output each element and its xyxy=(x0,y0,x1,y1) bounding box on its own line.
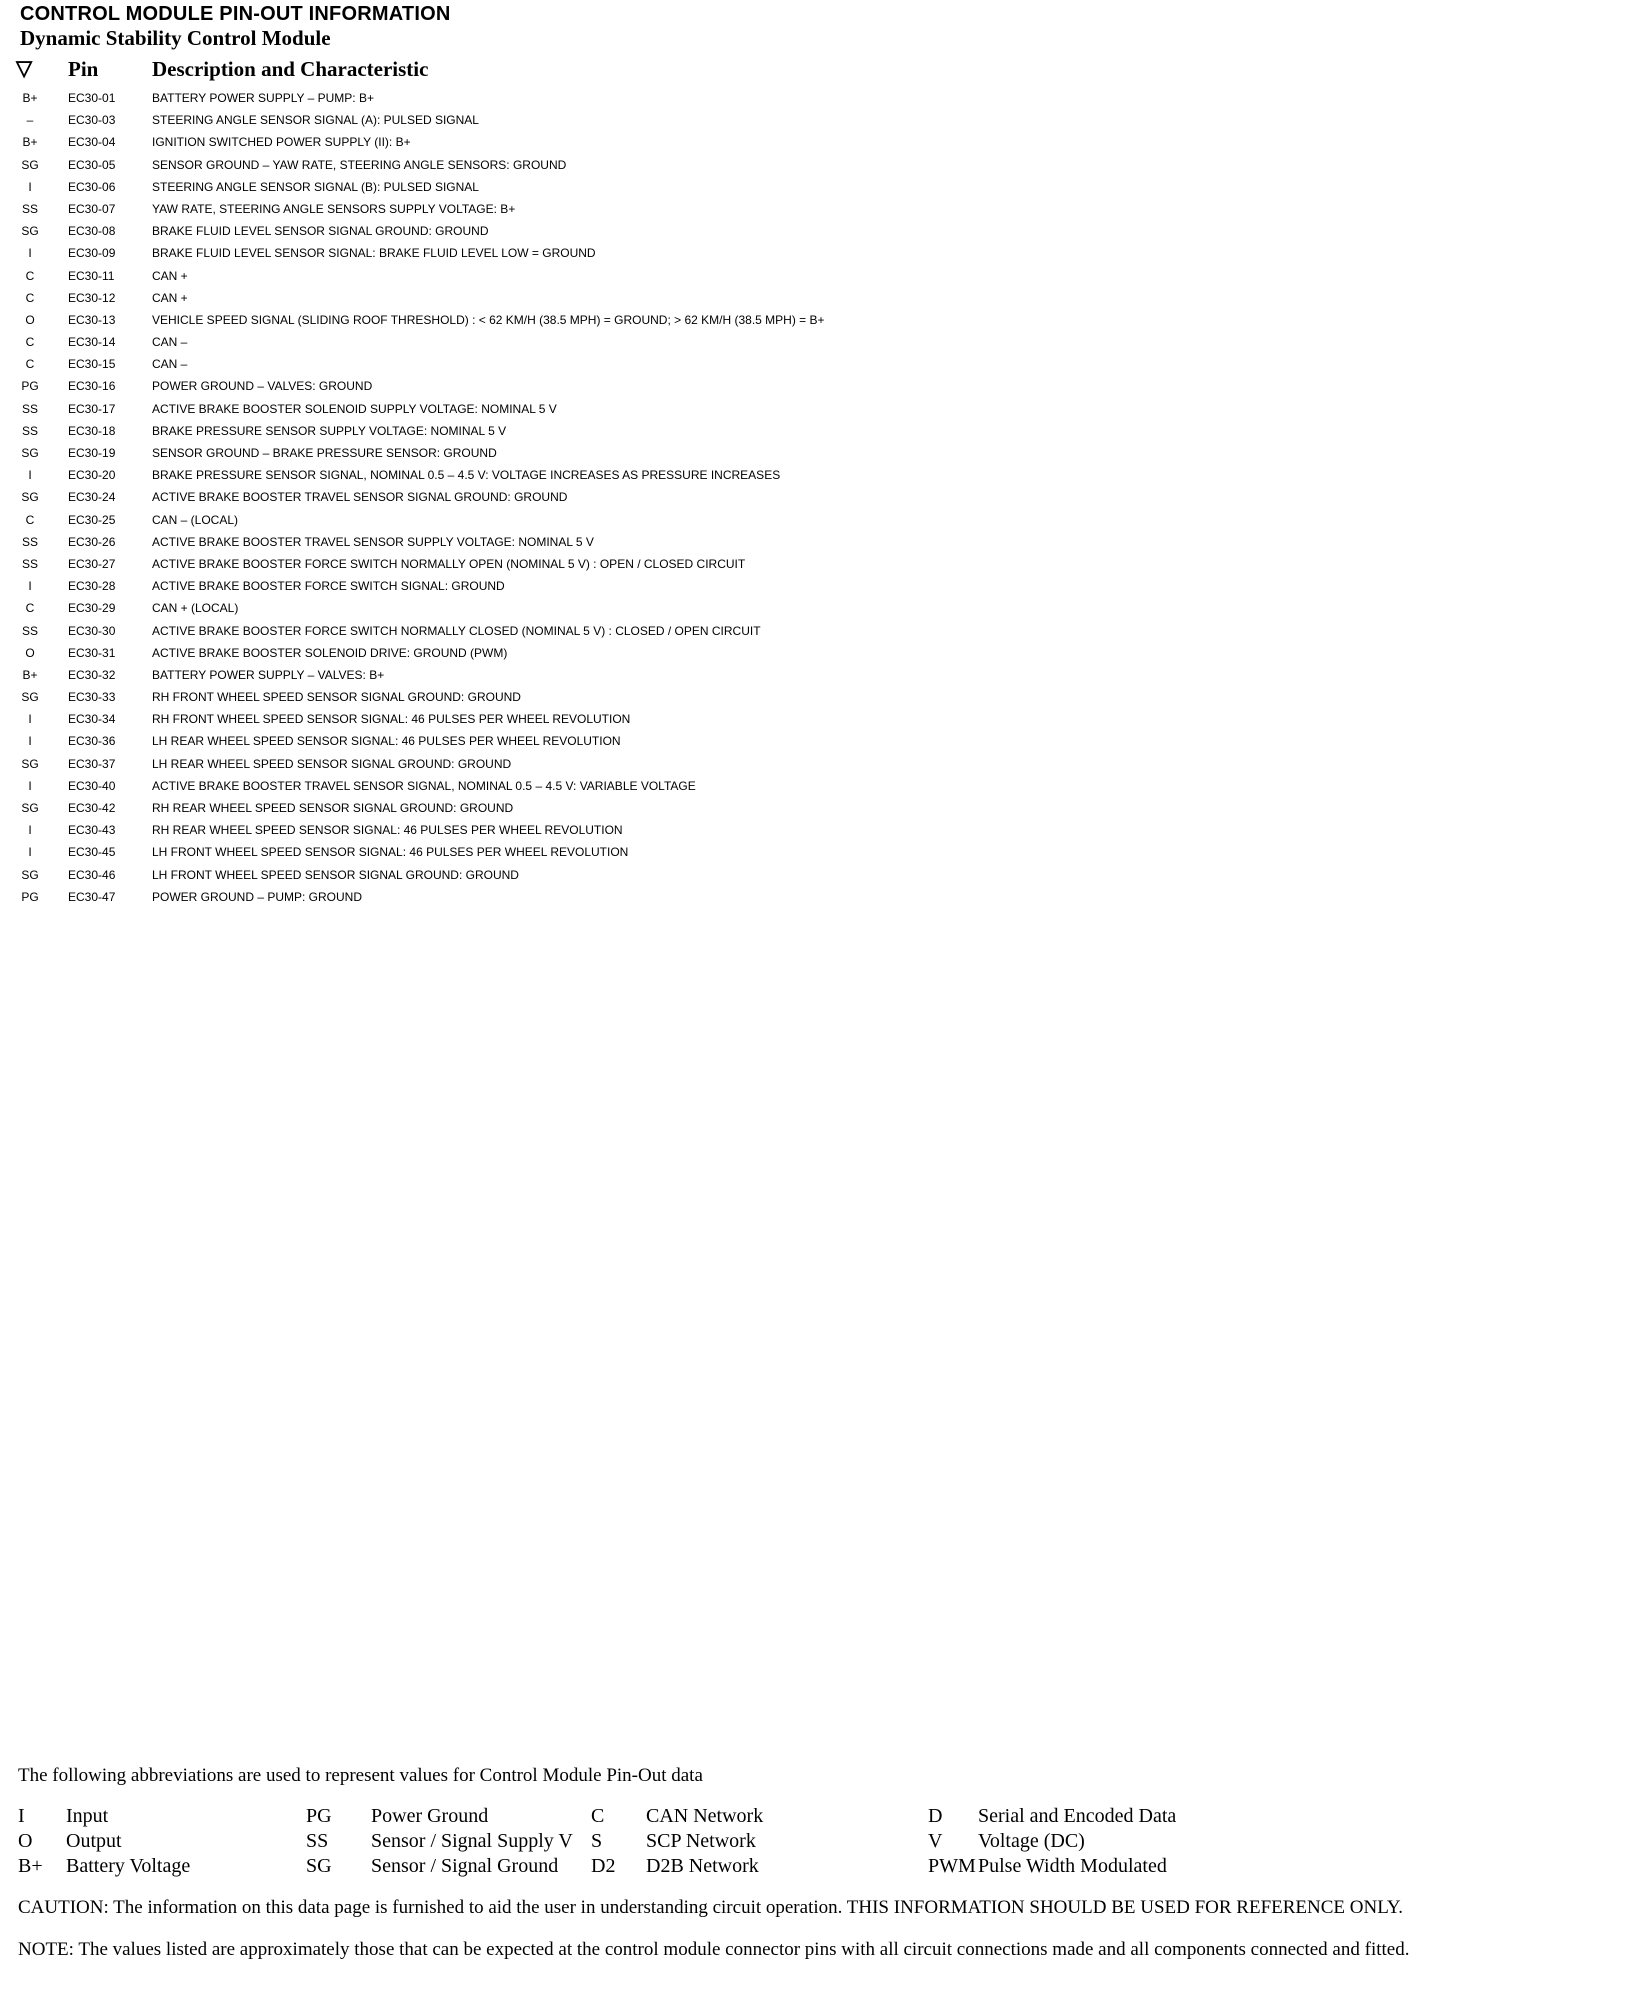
abbreviation-meaning: Sensor / Signal Supply V xyxy=(371,1830,573,1852)
abbreviation-item xyxy=(306,1804,626,1829)
table-row xyxy=(0,597,1000,619)
page-subtitle: Dynamic Stability Control Module xyxy=(20,26,331,50)
abbreviation-item xyxy=(928,1804,1248,1829)
table-row xyxy=(0,353,1000,375)
pin-description: STEERING ANGLE SENSOR SIGNAL (A): PULSED SIGNAL xyxy=(152,113,479,128)
abbreviation-item xyxy=(591,1854,911,1879)
pin-description: ACTIVE BRAKE BOOSTER TRAVEL SENSOR SUPPLY VOLTAGE: NOMINAL 5 V xyxy=(152,534,594,549)
pin-number: EC30-45 xyxy=(68,845,116,860)
table-row xyxy=(0,753,1000,775)
pin-number: EC30-40 xyxy=(68,778,116,793)
pin-symbol: PG xyxy=(21,889,39,904)
note-text: NOTE: The values listed are approximately those that can be expected at the control module connector pins with all circuit connections made and all components connected and fitted. xyxy=(18,1939,1410,1960)
abbreviation-code: PWM xyxy=(928,1855,976,1877)
abbreviation-meaning: Battery Voltage xyxy=(66,1855,191,1877)
page-header xyxy=(20,2,450,50)
table-row xyxy=(0,287,1000,309)
abbreviation-item xyxy=(18,1829,338,1854)
table-row xyxy=(0,664,1000,686)
pin-number: EC30-26 xyxy=(68,534,116,549)
table-row xyxy=(0,620,1000,642)
pin-number: EC30-46 xyxy=(68,867,116,882)
pin-description: SENSOR GROUND – YAW RATE, STEERING ANGLE SENSORS: GROUND xyxy=(152,157,567,172)
pin-description: RH FRONT WHEEL SPEED SENSOR SIGNAL GROUND: GROUND xyxy=(152,690,521,705)
pin-number: EC30-31 xyxy=(68,645,116,660)
table-row xyxy=(0,509,1000,531)
abbreviation-item xyxy=(591,1804,911,1829)
abbreviation-code: D2 xyxy=(591,1855,616,1877)
page-title: CONTROL MODULE PIN-OUT INFORMATION xyxy=(20,3,451,25)
pin-number: EC30-13 xyxy=(68,312,116,327)
table-row xyxy=(0,775,1000,797)
pin-number: EC30-47 xyxy=(68,889,116,904)
pin-number: EC30-08 xyxy=(68,224,116,239)
abbreviation-meaning: Input xyxy=(66,1805,109,1827)
abbreviation-meaning: Power Ground xyxy=(371,1805,489,1827)
pin-symbol: SG xyxy=(21,756,39,771)
table-row xyxy=(0,176,1000,198)
pin-symbol: SS xyxy=(21,423,38,438)
table-row xyxy=(0,642,1000,664)
pin-symbol: C xyxy=(25,335,35,350)
pin-symbol: B+ xyxy=(22,91,38,105)
pin-number: EC30-27 xyxy=(68,556,116,571)
pin-symbol: B+ xyxy=(22,135,38,150)
abbreviation-code: I xyxy=(18,1805,25,1827)
pin-symbol: SG xyxy=(21,490,39,505)
pin-symbol: C xyxy=(25,290,35,305)
pin-description: CAN + xyxy=(152,290,188,305)
pin-description: BRAKE PRESSURE SENSOR SIGNAL, NOMINAL 0.5 – 4.5 V: VOLTAGE INCREASES AS PRESSURE INCREASES xyxy=(152,468,781,483)
pin-symbol: SS xyxy=(21,556,38,571)
pin-description: RH FRONT WHEEL SPEED SENSOR SIGNAL: 46 PULSES PER WHEEL REVOLUTION xyxy=(152,712,631,727)
pin-symbol: O xyxy=(25,312,35,327)
table-row xyxy=(0,553,1000,575)
caution-text: CAUTION: The information on this data page is furnished to aid the user in understanding circuit operation. THIS INFORMATION SHOULD BE USED FOR REFERENCE ONLY. xyxy=(18,1897,1403,1918)
pin-symbol: SG xyxy=(21,446,39,460)
pin-description: LH REAR WHEEL SPEED SENSOR SIGNAL: 46 PULSES PER WHEEL REVOLUTION xyxy=(152,734,621,749)
pin-description: ACTIVE BRAKE BOOSTER FORCE SWITCH SIGNAL: GROUND xyxy=(152,579,505,594)
pin-description: CAN – (LOCAL) xyxy=(152,512,239,527)
table-row xyxy=(0,375,1000,397)
column-header-description: Description and Characteristic xyxy=(152,57,429,81)
pin-number: EC30-17 xyxy=(68,401,116,416)
abbreviation-meaning: D2B Network xyxy=(646,1855,759,1877)
pin-description: BATTERY POWER SUPPLY – VALVES: B+ xyxy=(152,667,385,682)
pin-symbol: I xyxy=(28,712,32,727)
table-row xyxy=(0,797,1000,819)
pin-number: EC30-37 xyxy=(68,756,116,771)
pin-number: EC30-12 xyxy=(68,290,116,305)
pin-symbol: C xyxy=(25,268,35,283)
pin-number: EC30-29 xyxy=(68,601,116,616)
pin-number: EC30-03 xyxy=(68,113,116,128)
pin-description: CAN + (LOCAL) xyxy=(152,601,239,616)
pin-description: BRAKE FLUID LEVEL SENSOR SIGNAL: BRAKE FLUID LEVEL LOW = GROUND xyxy=(152,246,596,261)
pin-number: EC30-16 xyxy=(68,379,116,394)
pin-number: EC30-43 xyxy=(68,823,116,838)
table-row xyxy=(0,486,1000,508)
pin-symbol: C xyxy=(25,601,35,616)
pin-number: EC30-30 xyxy=(68,623,116,638)
table-row xyxy=(0,265,1000,287)
table-row xyxy=(0,131,1000,153)
pin-number: EC30-05 xyxy=(68,157,116,172)
pin-number: EC30-28 xyxy=(68,579,116,594)
triangle-icon: ▽ xyxy=(16,56,33,80)
abbreviation-code: SG xyxy=(306,1855,332,1877)
pin-description: ACTIVE BRAKE BOOSTER TRAVEL SENSOR SIGNAL GROUND: GROUND xyxy=(152,490,568,505)
table-row xyxy=(0,398,1000,420)
abbreviation-item xyxy=(306,1829,626,1854)
abbreviation-meaning: CAN Network xyxy=(646,1805,764,1827)
table-row xyxy=(0,708,1000,730)
pin-description: LH REAR WHEEL SPEED SENSOR SIGNAL GROUND: GROUND xyxy=(152,756,512,771)
table-row xyxy=(0,864,1000,886)
table-row xyxy=(0,819,1000,841)
abbreviations-intro: The following abbreviations are used to represent values for Control Module Pin-Out data xyxy=(18,1765,703,1786)
pin-symbol: C xyxy=(25,512,35,527)
pin-number: EC30-11 xyxy=(68,268,115,283)
pin-number: EC30-19 xyxy=(68,446,116,460)
pin-description: ACTIVE BRAKE BOOSTER SOLENOID SUPPLY VOLTAGE: NOMINAL 5 V xyxy=(152,401,557,416)
abbreviation-code: B+ xyxy=(18,1855,43,1877)
pin-number: EC30-14 xyxy=(68,335,116,350)
abbreviation-meaning: Pulse Width Modulated xyxy=(978,1855,1167,1877)
table-row xyxy=(0,886,1000,908)
pin-number: EC30-06 xyxy=(68,179,116,194)
pin-symbol: SG xyxy=(21,801,39,815)
pin-number: EC30-36 xyxy=(68,734,116,749)
pin-description: RH REAR WHEEL SPEED SENSOR SIGNAL: 46 PULSES PER WHEEL REVOLUTION xyxy=(152,823,623,838)
abbreviation-code: C xyxy=(591,1805,605,1827)
abbreviation-meaning: Output xyxy=(66,1830,122,1852)
table-header xyxy=(16,56,916,86)
table-row xyxy=(0,420,1000,442)
pin-number: EC30-42 xyxy=(68,801,116,815)
table-row xyxy=(0,575,1000,597)
pin-description: VEHICLE SPEED SIGNAL (SLIDING ROOF THRESHOLD) : < 62 KM/H (38.5 MPH) = GROUND; > 62 KM/H (38.5 MPH) = B+ xyxy=(152,312,825,327)
table-row xyxy=(0,841,1000,863)
pin-symbol: SG xyxy=(21,157,39,172)
pin-description: BRAKE PRESSURE SENSOR SUPPLY VOLTAGE: NOMINAL 5 V xyxy=(152,423,507,438)
pin-symbol: I xyxy=(28,823,32,838)
abbreviation-code: S xyxy=(591,1830,603,1852)
pin-description: CAN + xyxy=(152,268,188,283)
table-row xyxy=(0,87,1000,109)
pin-description: ACTIVE BRAKE BOOSTER TRAVEL SENSOR SIGNAL, NOMINAL 0.5 – 4.5 V: VARIABLE VOLTAGE xyxy=(152,778,696,793)
table-row xyxy=(0,331,1000,353)
pin-symbol: I xyxy=(28,179,32,194)
abbreviation-code: PG xyxy=(306,1805,332,1827)
pin-symbol: SS xyxy=(21,401,38,416)
pin-description: ACTIVE BRAKE BOOSTER FORCE SWITCH NORMALLY OPEN (NOMINAL 5 V) : OPEN / CLOSED CIRCUIT xyxy=(152,556,746,571)
abbreviations-legend xyxy=(18,1804,1618,1884)
pin-table xyxy=(0,87,1000,908)
pin-description: ACTIVE BRAKE BOOSTER FORCE SWITCH NORMALLY CLOSED (NOMINAL 5 V) : CLOSED / OPEN CIRCUIT xyxy=(152,623,761,638)
table-row xyxy=(0,109,1000,131)
pin-symbol: I xyxy=(28,579,32,594)
pin-number: EC30-32 xyxy=(68,667,116,682)
pin-symbol: I xyxy=(28,734,32,749)
pin-number: EC30-18 xyxy=(68,423,116,438)
pin-description: LH FRONT WHEEL SPEED SENSOR SIGNAL GROUND: GROUND xyxy=(152,867,519,882)
abbreviation-item xyxy=(928,1829,1248,1854)
table-row xyxy=(0,686,1000,708)
pin-symbol: SG xyxy=(21,224,39,239)
pin-symbol: B+ xyxy=(22,667,38,682)
pin-symbol: I xyxy=(28,468,32,483)
abbreviation-code: V xyxy=(928,1830,943,1852)
abbreviation-item xyxy=(591,1829,911,1854)
pin-symbol: SG xyxy=(21,690,39,705)
pin-description: STEERING ANGLE SENSOR SIGNAL (B): PULSED SIGNAL xyxy=(152,179,479,194)
table-row xyxy=(0,242,1000,264)
table-row xyxy=(0,464,1000,486)
column-header-pin: Pin xyxy=(68,57,99,81)
pin-number: EC30-25 xyxy=(68,512,116,527)
abbreviation-meaning: SCP Network xyxy=(646,1830,756,1852)
abbreviation-meaning: Sensor / Signal Ground xyxy=(371,1855,559,1877)
pin-symbol: I xyxy=(28,246,32,261)
pin-number: EC30-20 xyxy=(68,468,116,483)
pin-number: EC30-24 xyxy=(68,490,116,505)
pin-number: EC30-33 xyxy=(68,690,116,705)
pin-symbol: PG xyxy=(21,379,39,394)
pin-description: POWER GROUND – VALVES: GROUND xyxy=(152,379,373,394)
abbreviation-item xyxy=(928,1854,1248,1879)
pin-symbol: I xyxy=(28,778,32,793)
pin-description: IGNITION SWITCHED POWER SUPPLY (II): B+ xyxy=(152,135,411,150)
abbreviation-item xyxy=(306,1854,626,1879)
table-row xyxy=(0,442,1000,464)
pin-symbol: I xyxy=(28,845,32,860)
pin-description: SENSOR GROUND – BRAKE PRESSURE SENSOR: GROUND xyxy=(152,446,497,460)
pin-number: EC30-01 xyxy=(68,91,116,105)
abbreviation-item xyxy=(18,1804,338,1829)
pin-symbol: O xyxy=(25,645,35,660)
pin-number: EC30-34 xyxy=(68,712,116,727)
abbreviation-code: SS xyxy=(306,1830,329,1852)
abbreviation-code: O xyxy=(18,1830,33,1852)
pin-symbol: SS xyxy=(21,201,38,216)
table-row xyxy=(0,220,1000,242)
pin-number: EC30-09 xyxy=(68,246,116,261)
pin-number: EC30-07 xyxy=(68,201,116,216)
pin-symbol: – xyxy=(26,113,34,128)
table-row xyxy=(0,531,1000,553)
table-row xyxy=(0,309,1000,331)
pin-description: ACTIVE BRAKE BOOSTER SOLENOID DRIVE: GROUND (PWM) xyxy=(152,645,508,660)
abbreviation-meaning: Serial and Encoded Data xyxy=(978,1805,1177,1827)
abbreviation-meaning: Voltage (DC) xyxy=(978,1830,1085,1852)
pin-symbol: SS xyxy=(21,623,38,638)
pin-description: RH REAR WHEEL SPEED SENSOR SIGNAL GROUND: GROUND xyxy=(152,801,514,815)
pin-description: BRAKE FLUID LEVEL SENSOR SIGNAL GROUND: GROUND xyxy=(152,224,489,239)
pin-description: YAW RATE, STEERING ANGLE SENSORS SUPPLY VOLTAGE: B+ xyxy=(152,201,516,216)
pin-description: BATTERY POWER SUPPLY – PUMP: B+ xyxy=(152,91,374,105)
abbreviation-code: D xyxy=(928,1805,943,1827)
pin-number: EC30-15 xyxy=(68,357,116,372)
pin-symbol: SS xyxy=(21,534,38,549)
pin-symbol: SG xyxy=(21,867,39,882)
pin-description: LH FRONT WHEEL SPEED SENSOR SIGNAL: 46 PULSES PER WHEEL REVOLUTION xyxy=(152,845,629,860)
table-row xyxy=(0,730,1000,752)
table-row xyxy=(0,154,1000,176)
pin-number: EC30-04 xyxy=(68,135,116,150)
pin-description: CAN – xyxy=(152,357,188,372)
abbreviation-item xyxy=(18,1854,338,1879)
pin-symbol: C xyxy=(25,357,35,372)
table-row xyxy=(0,198,1000,220)
pin-description: CAN – xyxy=(152,335,188,350)
pin-description: POWER GROUND – PUMP: GROUND xyxy=(152,889,363,904)
